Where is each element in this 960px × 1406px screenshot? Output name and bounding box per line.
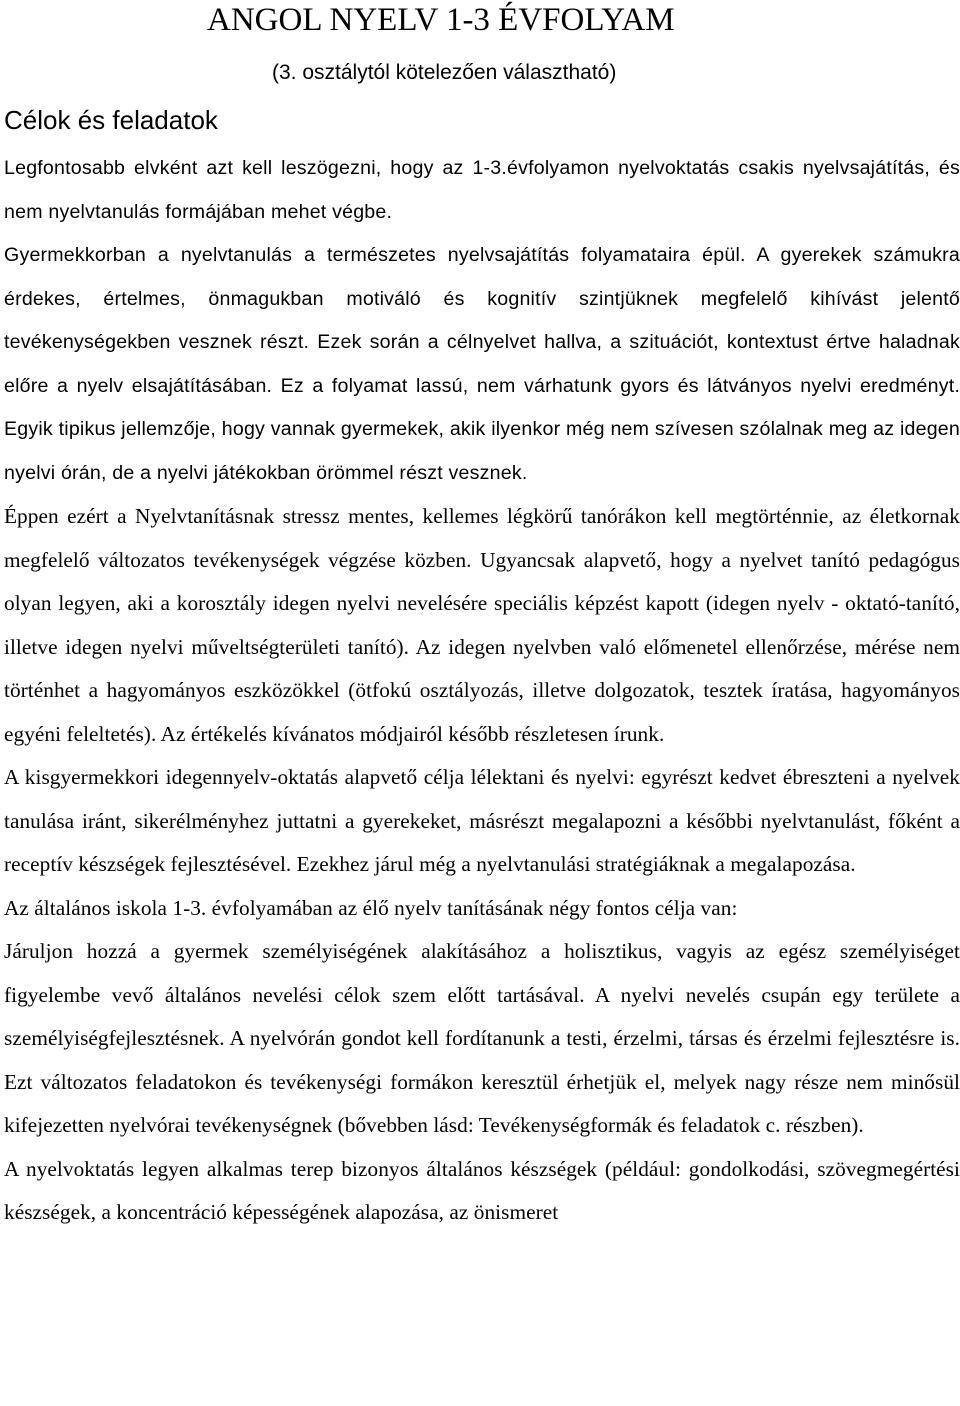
paragraph: Járuljon hozzá a gyermek személyiségének alakításához a holisztikus, vagyis az egész személyiséget figyelembe vevő általános nevelési célok szem előtt tartásával. A nyelvi nevelés csupán egy területe a személyiségfejlesztésnek. A nyelvórán gondot kell fordítanunk a testi, érzelmi, társas és érzelmi fejlesztésre is. Ezt változatos feladatokon és tevékenységi formákon keresztül érhetjük el, melyek nagy része nem minősül kifejezetten nyelvórai tevékenységnek (bővebben lásd: Tevékenységformák és feladatok c. részben).	[4, 939, 960, 1137]
paragraph: A nyelvoktatás legyen alkalmas terep bizonyos általános készségek (például: gondolkodási, szövegmegértési készségek, a koncentráció képességének alapozása, az önismeret	[4, 1156, 960, 1224]
body-text	[4, 147, 960, 1406]
paragraph: Legfontosabb elvként azt kell leszögezni, hogy az 1-3.évfolyamon nyelvoktatás csakis nyelvsajátítás, és nem nyelvtanulás formájában mehet végbe.	[4, 157, 960, 223]
paragraph: A kisgyermekkori idegennyelv-oktatás alapvető célja lélektani és nyelvi: egyrészt kedvet ébreszteni a nyelvek tanulása iránt, sikerélményhez juttatni a gyerekeket, másrészt megalapozni a későbbi nyelvtanulást, főként a receptív készségek fejlesztésével. Ezekhez járul még a nyelvtanulási stratégiáknak a megalapozása.	[4, 765, 960, 876]
section-heading: Célok és feladatok	[4, 105, 218, 135]
paragraph: Az általános iskola 1-3. évfolyamában az élő nyelv tanításának négy fontos célja van:	[4, 895, 738, 920]
paragraph: Éppen ezért a Nyelvtanításnak stressz mentes, kellemes légkörű tanórákon kell megtörténnie, az életkornak megfelelő változatos tevékenységek végzése közben. Ugyancsak alapvető, hogy a nyelvet tanító pedagógus olyan legyen, aki a korosztály idegen nyelvi nevelésére speciális képzést kapott (idegen nyelv - oktató-tanító, illetve idegen nyelvi műveltségterületi tanító). Az idegen nyelvben való előmenetel ellenőrzése, mérése nem történhet a hagyományos eszközökkel (ötfokú osztályozás, illetve dolgozatok, tesztek íratása, hagyományos egyéni feleltetés). Az értékelés kívánatos módjairól később részletesen írunk.	[4, 504, 960, 746]
document-subtitle: (3. osztálytól kötelezően választható)	[272, 61, 617, 84]
paragraph: Gyermekkorban a nyelvtanulás a természetes nyelvsajátítás folyamataira épül. A gyerekek számukra érdekes, értelmes, önmagukban motiváló és kognitív szintjüknek megfelelő kihívást jelentő tevékenységekben vesznek részt. Ezek során a célnyelvet hallva, a szituációt, kontextust értve haladnak előre a nyelv elsajátításában. Ez a folyamat lassú, nem várhatunk gyors és látványos nyelvi eredményt. Egyik tipikus jellemzője, hogy vannak gyermekek, akik ilyenkor még nem szívesen szólalnak meg az idegen nyelvi órán, de a nyelvi játékokban örömmel részt vesznek.	[4, 244, 960, 484]
document-title: ANGOL NYELV 1-3 ÉVFOLYAM	[207, 2, 675, 38]
